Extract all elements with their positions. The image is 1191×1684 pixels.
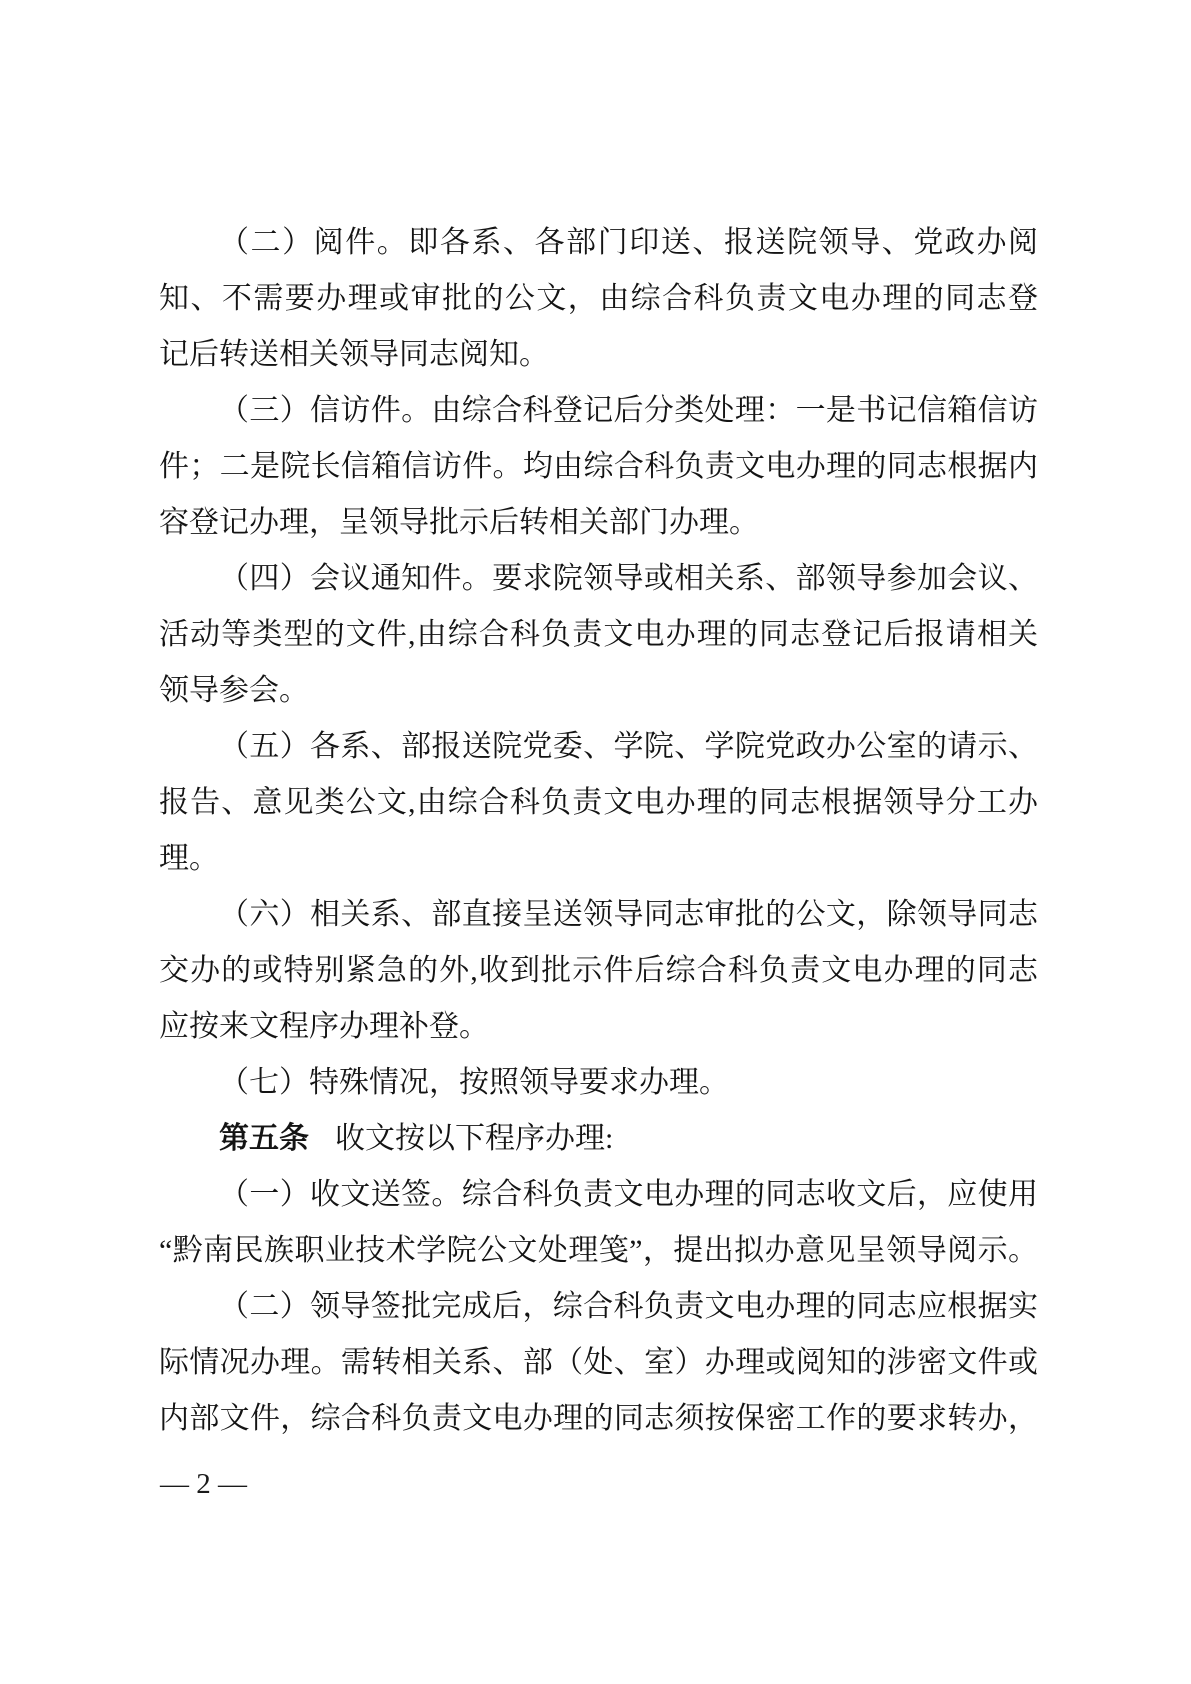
body-line [159, 1391, 1038, 1447]
body-line [159, 775, 1038, 831]
line-text: （七）特殊情况，按照领导要求办理。 [219, 1066, 729, 1099]
body-line [159, 1055, 1038, 1111]
line-text: （四）会议通知件。要求院领导或相关系、部领导参加会议、 [219, 562, 1038, 595]
line-text: 容登记办理，呈领导批示后转相关部门办理。 [159, 506, 759, 539]
body-line [159, 383, 1038, 439]
body-line [159, 1335, 1038, 1391]
body-line [159, 215, 1038, 271]
body-line [159, 327, 1038, 383]
line-text: （二）阅件。即各系、各部门印送、报送院领导、党政办阅 [219, 226, 1038, 259]
line-text: 内部文件，综合科负责文电办理的同志须按保密工作的要求转办， [159, 1402, 1038, 1435]
body-line [159, 999, 1038, 1055]
body-line [159, 551, 1038, 607]
line-text: 记后转送相关领导同志阅知。 [159, 338, 549, 371]
body-line [159, 943, 1038, 999]
body-line [159, 495, 1038, 551]
line-text: 报告、意见类公文,由综合科负责文电办理的同志根据领导分工办 [159, 786, 1038, 819]
line-text: （一）收文送签。综合科负责文电办理的同志收文后，应使用 [219, 1178, 1038, 1211]
body-line [159, 1223, 1038, 1279]
document-body [159, 215, 1038, 1447]
line-text: （五）各系、部报送院党委、学院、学院党政办公室的请示、 [219, 730, 1038, 763]
body-line [159, 663, 1038, 719]
body-line [159, 439, 1038, 495]
line-text: 理。 [159, 842, 219, 875]
body-line [159, 271, 1038, 327]
line-text: 知、不需要办理或审批的公文，由综合科负责文电办理的同志登 [159, 282, 1038, 315]
line-text: （三）信访件。由综合科登记后分类处理：一是书记信箱信访 [219, 394, 1038, 427]
line-text: （六）相关系、部直接呈送领导同志审批的公文，除领导同志 [219, 898, 1038, 931]
body-line [159, 607, 1038, 663]
article-number-bold: 第五条 [219, 1122, 309, 1155]
line-text: 件；二是院长信箱信访件。均由综合科负责文电办理的同志根据内 [159, 450, 1038, 483]
body-line [159, 831, 1038, 887]
line-text: 收文按以下程序办理: [335, 1122, 614, 1155]
body-line [159, 1111, 1038, 1167]
line-text: 活动等类型的文件,由综合科负责文电办理的同志登记后报请相关 [159, 618, 1038, 651]
line-text: （二）领导签批完成后，综合科负责文电办理的同志应根据实 [219, 1290, 1038, 1323]
body-line [159, 1279, 1038, 1335]
line-text: “黔南民族职业技术学院公文处理笺”，提出拟办意见呈领导阅示。 [159, 1234, 1038, 1267]
line-text: 交办的或特别紧急的外,收到批示件后综合科负责文电办理的同志 [159, 954, 1038, 987]
line-text: 际情况办理。需转相关系、部（处、室）办理或阅知的涉密文件或 [159, 1346, 1038, 1379]
body-line [159, 887, 1038, 943]
line-text: 应按来文程序办理补登。 [159, 1010, 489, 1043]
page-number: — 2 — [160, 1468, 247, 1500]
line-text: 领导参会。 [159, 674, 309, 707]
body-line [159, 719, 1038, 775]
body-line [159, 1167, 1038, 1223]
